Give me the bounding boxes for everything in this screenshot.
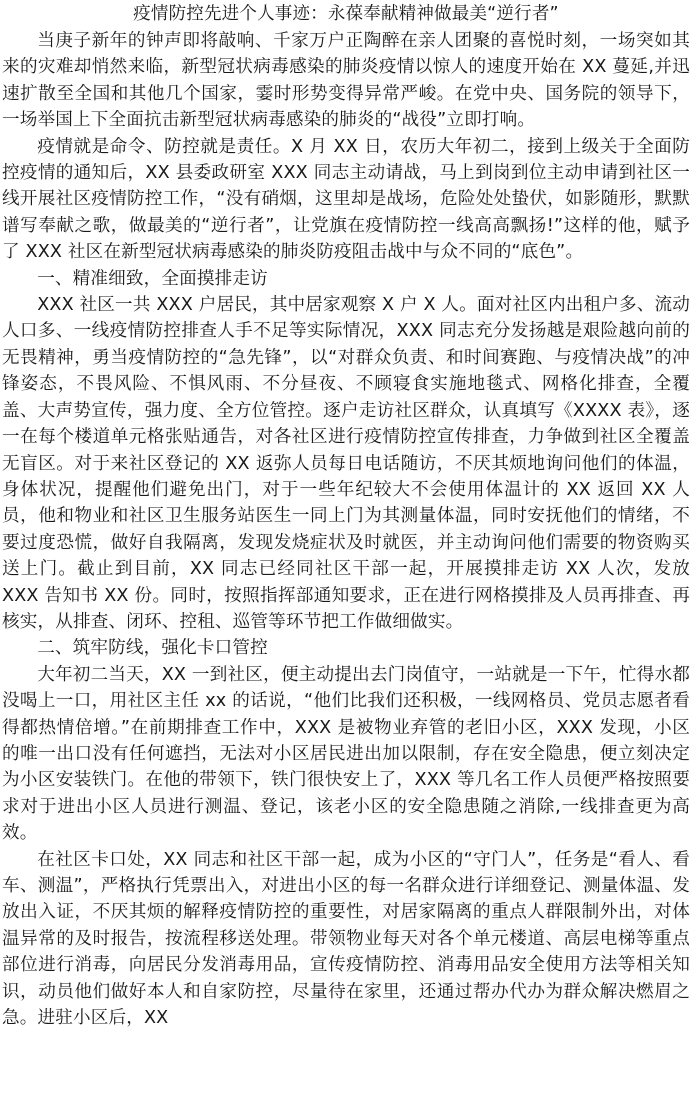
paragraph-intro: 当庚子新年的钟声即将敲响、千家万户正陶醉在亲人团聚的喜悦时刻，一场突如其来的灾难却悄然来临，新型冠状病毒感染的肺炎疫情以惊人的速度开始在 XX 蔓延,并迅速扩散至全国和其他几个国家，霎时形势变得异常严峻。在党中央、国务院的领导下，一场举国上下全面抗击新型冠状病毒感染的肺炎的“战役”立即打响。 — [2, 31, 690, 131]
paragraph-investigation: XXX 社区一共 XXX 户居民，其中居家观察 X 户 X 人。面对社区内出租户多、流动人口多、一线疫情防控排查人手不足等实际情况，XXX 同志充分发扬越是艰险越向前的无畏精神，勇当疫情防控的“急先锋”，以“对群众负责、和时间赛跑、与疫情决战”的冲锋姿态，不畏风险、不惧风雨、不分昼夜、不顾寝食实施地毯式、网格化排查，全覆盖、大声势宣传，强力度、全方位管控。逐户走访社区群众，认真填写《XXXX 表》，逐一在每个楼道单元格张贴通告，对各社区进行疫情防控宣传排查，力争做到社区全覆盖无盲区。对于来社区登记的 XX 返弥人员每日电话随访，不厌其烦地询问他们的体温，身体状况，提醒他们避免出门，对于一些年纪较大不会使用体温计的 XX 返回 XX 人员，他和物业和社区卫生服务站医生一同上门为其测量体温，同时安抚他们的情绪，不要过度恐慌，做好自我隔离，发现发烧症状及时就医，并主动询问他们需要的物资购买送上门。截止到目前，XX 同志已经同社区干部一起，开展摸排走访 XX 人次，发放 XXX 告知书 XX 份。同时，按照指挥部通知要求，正在进行网格摸排及人员再排查、再核实，从排查、闭环、控租、巡管等环节把工作做细做实。 — [2, 295, 690, 632]
paragraph-gate-duty: 大年初二当天，XX 一到社区，便主动提出去门岗值守，一站就是一下午，忙得水都没喝上一口，用社区主任 xx 的话说，“他们比我们还积极，一线网格员、党员志愿者看得都热情倍增。”在前期排查工作中，XXX 是被物业弃管的老旧小区，XXX 发现，小区的唯一出口没有任何遮挡，无法对小区居民进出加以限制，存在安全隐患，便立刻决定为小区安装铁门。在他的带领下，铁门很快安上了，XXX 等几名工作人员便严格按照要求对于进出小区人员进行测温、登记，该老小区的安全隐患随之消除,一线排查更为高效。 — [2, 664, 690, 844]
paragraph-checkpoint: 在社区卡口处，XX 同志和社区干部一起，成为小区的“守门人”，任务是“看人、看车、测温”，严格执行凭票出入，对进出小区的每一名群众进行详细登记、测量体温、发放出入证，不厌其烦的解释疫情防控的重要性，对居家隔离的重点人群限制外出，对体温异常的及时报告，按流程移送处理。带领物业每天对各个单元楼道、高层电梯等重点部位进行消毒，向居民分发消毒用品，宣传疫情防控、消毒用品安全使用方法等相关知识，动员他们做好本人和自家防控，尽量待在家里，还通过帮办代办为群众解决燃眉之急。进驻小区后，XX — [2, 849, 690, 1029]
section-heading-2: 二、筑牢防线，强化卡口管控 — [37, 638, 268, 659]
paragraph-duty: 疫情就是命令、防控就是责任。X 月 XX 日，农历大年初二，接到上级关于全面防控疫情的通知后，XX 县委政研室 XXX 同志主动请战，马上到岗到位主动申请到社区一线开展社区疫情防控工作，“没有硝烟，这里却是战场，危险处处蛰伏，如影随形，默默谱写奉献之歌，做最美的“逆行者”，让党旗在疫情防控一线高高飘扬!”这样的他，赋予了 XXX 社区在新型冠状病毒感染的肺炎防疫阻击战中与众不同的“底色”。 — [2, 136, 690, 263]
document-title: 疫情防控先进个人事迹：永葆奉献精神做最美“逆行者” — [133, 4, 559, 24]
section-heading-1: 一、精准细致，全面摸排走访 — [37, 268, 268, 289]
